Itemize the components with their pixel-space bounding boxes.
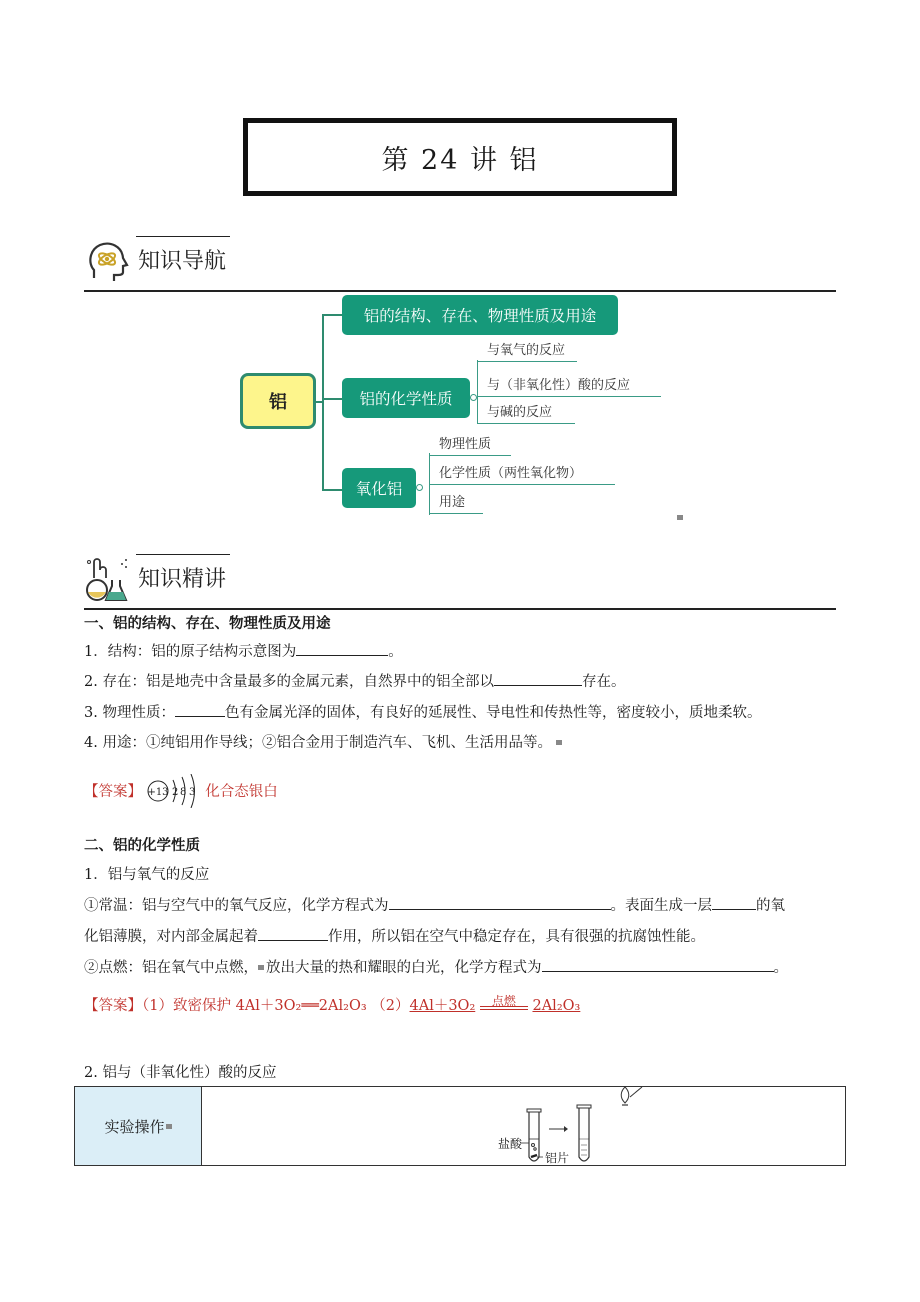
lecture-title: 第 24 讲 铝 bbox=[381, 144, 539, 176]
mindmap-leaf: 物理性质 bbox=[429, 436, 511, 456]
mindmap bbox=[236, 290, 696, 530]
mindmap-root-node: 铝 bbox=[240, 373, 316, 429]
mindmap-leaf: 用途 bbox=[429, 494, 483, 514]
answer-tag: 【答案】 bbox=[84, 784, 142, 800]
part1-item-1: 1．结构：铝的原子结构示意图为 。 bbox=[84, 644, 403, 660]
part2-line3: ②点燃：铝在氧气中点燃， 放出大量的热和耀眼的白光，化学方程式为 。 bbox=[84, 960, 788, 976]
part1-heading: 一、铝的结构、存在、物理性质及用途 bbox=[84, 616, 331, 632]
part2-line2: 化铝薄膜，对内部金属起着 作用，所以铝在空气中稳定存在，具有很强的抗腐蚀性能。 bbox=[84, 929, 705, 945]
mindmap-node-alumina: 氧化铝 bbox=[342, 468, 416, 508]
svg-text:2: 2 bbox=[171, 787, 178, 798]
section-label: 知识精讲 bbox=[138, 567, 227, 592]
anchor-mark bbox=[677, 515, 683, 520]
experiment-table bbox=[74, 1086, 846, 1166]
mindmap-leaf: 化学性质（两性氧化物） bbox=[429, 465, 615, 485]
svg-text:3: 3 bbox=[188, 787, 195, 798]
reaction-condition: 点燃 bbox=[491, 994, 516, 1008]
table-header-cell: 实验操作 bbox=[75, 1087, 202, 1165]
answer-text: 化合态银白 bbox=[205, 784, 278, 800]
head-atom-icon bbox=[86, 238, 130, 284]
part2-answer: 【答案】（1）致密保护 4Al＋3O₂══2Al₂O₃ （2）4Al＋3O₂ 点燃 2Al₂O₃ bbox=[84, 994, 581, 1014]
section-label: 知识导航 bbox=[138, 249, 227, 274]
part2-sub2: 2. 铝与（非氧化性）酸的反应 bbox=[84, 1065, 277, 1081]
figure-label-metal: 铝片 bbox=[545, 1151, 570, 1165]
part1-item-3: 3. 物理性质： 色有金属光泽的固体，有良好的延展性、导电性和传热性等，密度较小，质地柔软。 bbox=[84, 705, 762, 721]
header-top-rule bbox=[136, 554, 230, 555]
section-header-nav bbox=[84, 232, 836, 292]
svg-text:+13: +13 bbox=[147, 787, 169, 798]
header-top-rule bbox=[136, 236, 230, 237]
mindmap-leaf: 与（非氧化性）酸的反应 bbox=[477, 377, 661, 397]
part2-heading: 二、铝的化学性质 bbox=[84, 838, 200, 854]
svg-text:8: 8 bbox=[179, 787, 186, 798]
lab-flask-icon bbox=[86, 556, 130, 602]
mindmap-node-structure: 铝的结构、存在、物理性质及用途 bbox=[342, 295, 618, 335]
part2-line1: ①常温：铝与空气中的氧气反应，化学方程式为 。表面生成一层 的氧 bbox=[84, 898, 785, 914]
header-bottom-rule bbox=[84, 608, 836, 610]
figure-label-acid: 盐酸 bbox=[498, 1137, 523, 1151]
mindmap-node-chemical: 铝的化学性质 bbox=[342, 378, 470, 418]
part1-item-2: 2. 存在：铝是地壳中含量最多的金属元素，自然界中的铝全部以 存在。 bbox=[84, 674, 626, 690]
part1-answer bbox=[84, 780, 278, 802]
atom-structure-diagram bbox=[147, 782, 201, 802]
answer-tag: 【答案】 bbox=[84, 998, 142, 1014]
section-header-lecture bbox=[84, 550, 836, 610]
lecture-title-box bbox=[243, 118, 677, 196]
experiment-figure-cell bbox=[202, 1087, 845, 1165]
part1-item-4: 4. 用途：①纯铝用作导线；②铝合金用于制造汽车、飞机、生活用品等。 bbox=[84, 731, 558, 752]
part2-sub1: 1．铝与氧气的反应 bbox=[84, 867, 210, 883]
mindmap-leaf: 与碱的反应 bbox=[477, 404, 575, 424]
mindmap-leaf: 与氧气的反应 bbox=[477, 342, 577, 362]
